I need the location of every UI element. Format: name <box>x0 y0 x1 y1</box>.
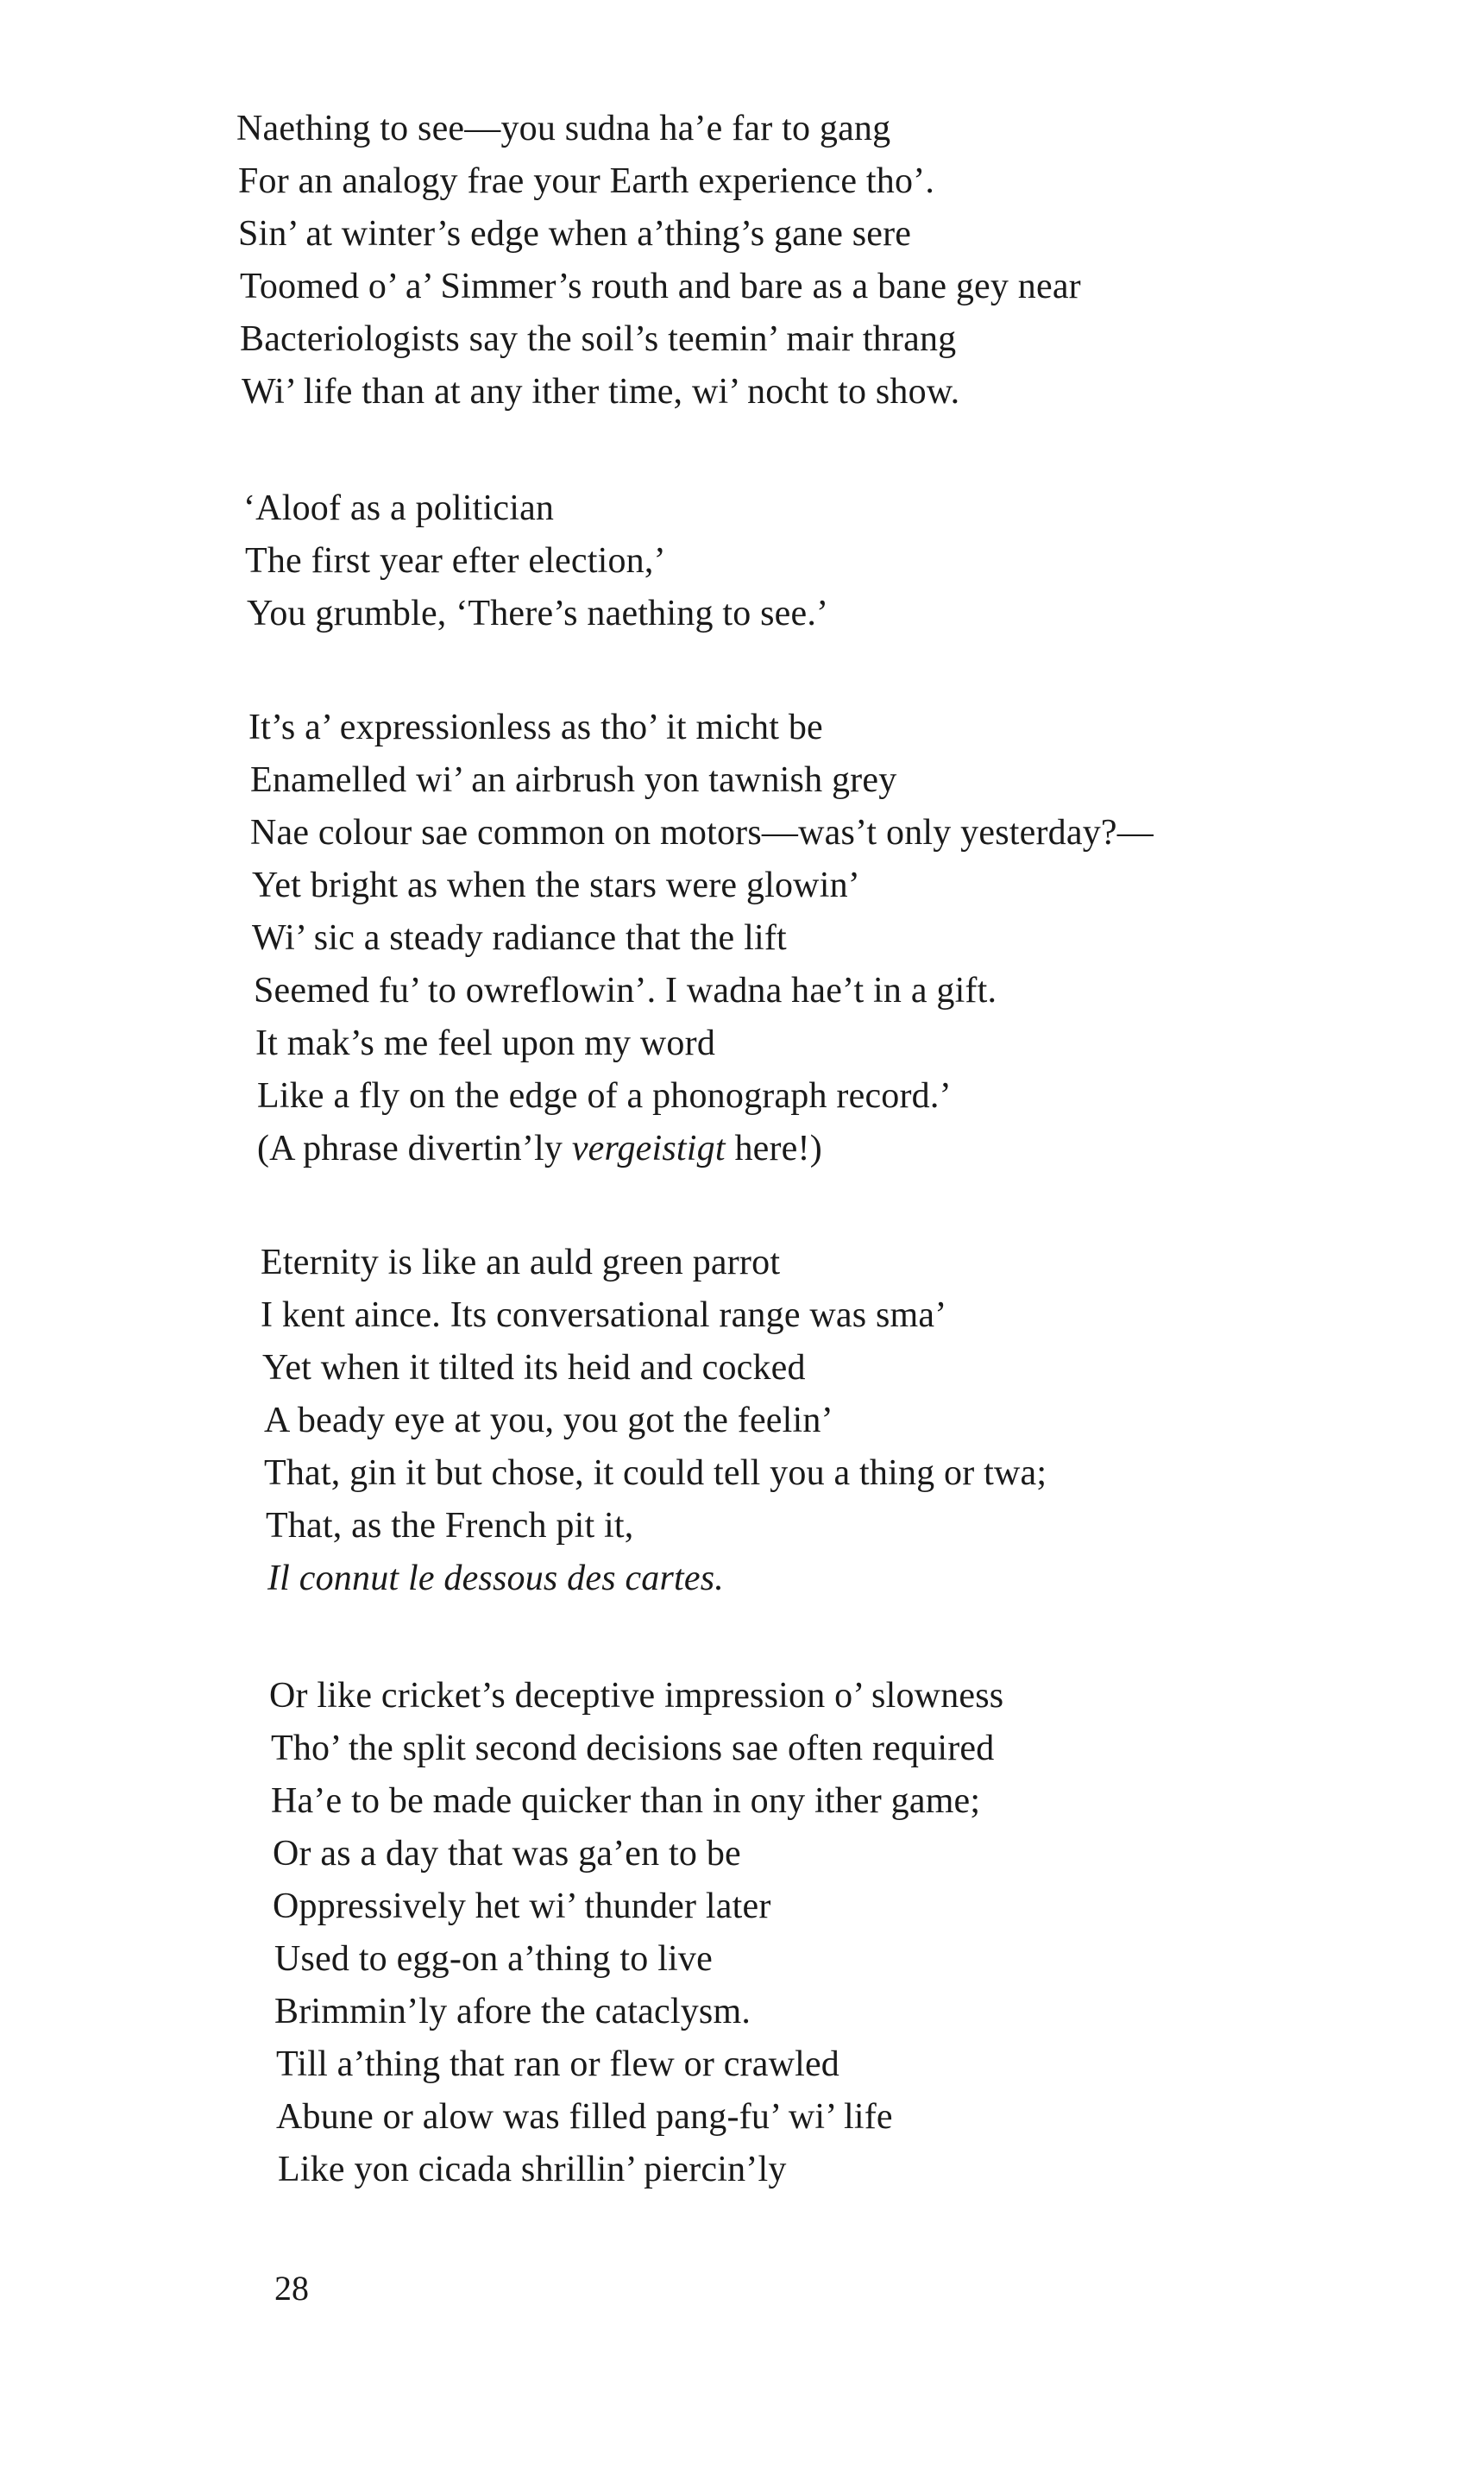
verse-line: Like a fly on the edge of a phonograph record.’ <box>257 1076 952 1116</box>
verse-line: You grumble, ‘There’s naething to see.’ <box>247 594 829 633</box>
verse-line: A beady eye at you, you got the feelin’ <box>264 1401 833 1440</box>
italic-verse-line: Il connut le dessous des cartes. <box>267 1559 724 1598</box>
verse-line: Or as a day that was ga’en to be <box>273 1834 741 1874</box>
verse-line: Naething to see—you sudna ha’e far to gang <box>236 109 891 148</box>
verse-line: That, gin it but chose, it could tell you a thing or twa; <box>264 1453 1047 1493</box>
verse-line: Or like cricket’s deceptive impression o’ slowness <box>269 1676 1004 1716</box>
verse-line: Seemed fu’ to owreflowin’. I wadna hae’t in a gift. <box>254 971 997 1011</box>
verse-line: Like yon cicada shrillin’ piercin’ly <box>278 2150 787 2189</box>
verse-line: Toomed o’ a’ Simmer’s routh and bare as a bane gey near <box>240 267 1081 306</box>
page-number: 28 <box>274 2269 309 2308</box>
verse-line: Oppressively het wi’ thunder later <box>273 1886 771 1926</box>
italic-word: vergeistigt <box>571 1129 726 1168</box>
verse-line: It’s a’ expressionless as tho’ it micht be <box>248 708 823 747</box>
verse-text: (A phrase divertin’ly <box>257 1129 572 1168</box>
verse-line: Brimmin’ly afore the cataclysm. <box>274 1992 751 2031</box>
verse-line: Tho’ the split second decisions sae often required <box>271 1729 995 1768</box>
verse-line <box>257 1131 822 1167</box>
verse-line: Abune or alow was filled pang-fu’ wi’ life <box>276 2097 893 2137</box>
verse-line: Ha’e to be made quicker than in ony ither game; <box>271 1781 981 1821</box>
verse-line: Bacteriologists say the soil’s teemin’ mair thrang <box>240 319 957 359</box>
verse-line: It mak’s me feel upon my word <box>255 1024 716 1063</box>
verse-line: Nae colour sae common on motors—was’t only yesterday?— <box>250 813 1154 853</box>
verse-line: Wi’ sic a steady radiance that the lift <box>252 918 787 958</box>
verse-line: Eternity is like an auld green parrot <box>261 1243 781 1282</box>
verse-text: here!) <box>725 1129 822 1168</box>
verse-line: The first year efter election,’ <box>245 541 666 581</box>
verse-line: Used to egg-on a’thing to live <box>274 1939 713 1979</box>
verse-line: Sin’ at winter’s edge when a’thing’s gane sere <box>238 214 912 254</box>
verse-line: Till a’thing that ran or flew or crawled <box>276 2044 840 2084</box>
verse-line: For an analogy frae your Earth experience tho’. <box>238 161 935 201</box>
verse-line: Yet when it tilted its heid and cocked <box>262 1348 806 1388</box>
verse-line: ‘Aloof as a politician <box>243 488 555 528</box>
verse-line: That, as the French pit it, <box>266 1506 634 1546</box>
verse-line: Yet bright as when the stars were glowin’ <box>252 866 860 905</box>
verse-line: Wi’ life than at any ither time, wi’ nocht to show. <box>242 372 960 412</box>
verse-line: I kent aince. Its conversational range was sma’ <box>261 1295 947 1335</box>
verse-line: Enamelled wi’ an airbrush yon tawnish grey <box>250 760 897 800</box>
